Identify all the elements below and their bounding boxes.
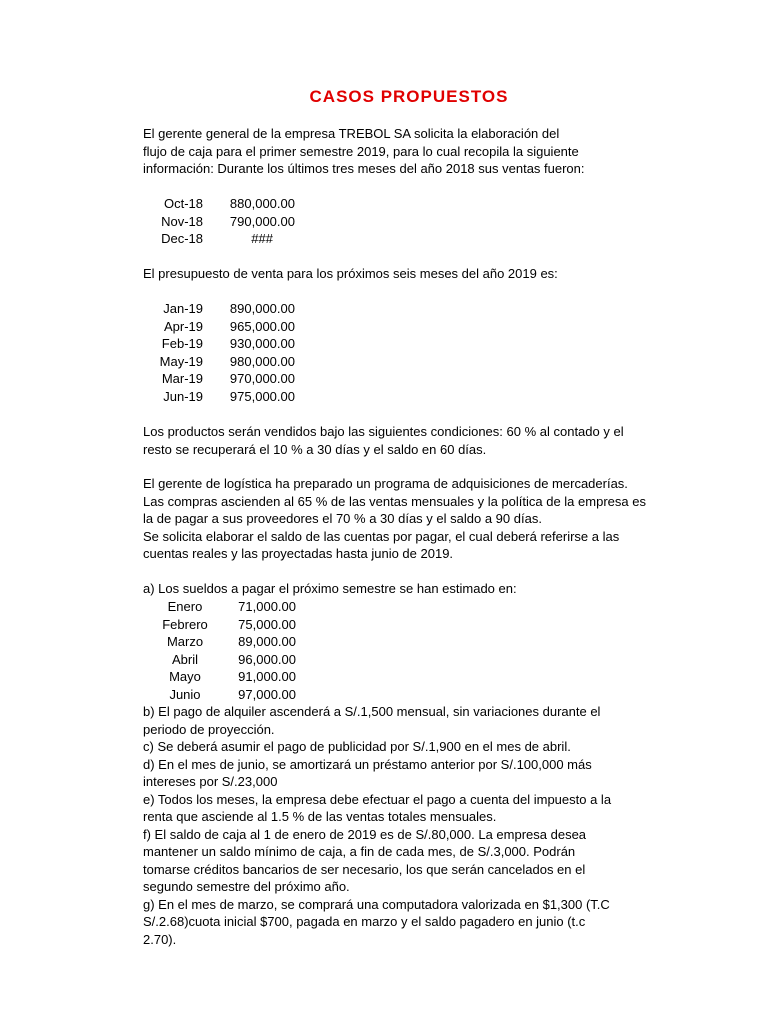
conditions-paragraph — [143, 423, 643, 458]
month-cell: Junio — [169, 686, 201, 702]
table-row — [150, 651, 296, 669]
table-row — [150, 353, 295, 371]
table-row — [150, 370, 295, 388]
item-line: segundo semestre del próximo año. — [143, 879, 350, 894]
logistics-line: Las compras ascienden al 65 % de las ventas mensuales y la política de la empresa es — [143, 493, 646, 509]
value-cell: 97,000.00 — [238, 686, 296, 702]
value-cell: 930,000.00 — [229, 336, 295, 351]
value-cell: 880,000.00 — [229, 196, 295, 211]
value-cell: 89,000.00 — [238, 634, 296, 649]
table-row — [150, 213, 295, 231]
conditions-line: Los productos serán vendidos bajo las siguientes condiciones: 60 % al contado y el — [143, 424, 624, 439]
month-cell: May-19 — [159, 353, 203, 369]
items-paragraph — [143, 703, 643, 948]
salaries-intro: a) Los sueldos a pagar el próximo semestre se han estimado en: — [143, 581, 517, 596]
intro-paragraph — [143, 125, 643, 178]
table-row — [150, 300, 295, 318]
value-cell: 965,000.00 — [229, 318, 295, 334]
month-cell: Feb-19 — [161, 336, 203, 351]
value-cell: 890,000.00 — [229, 301, 295, 316]
item-line: 2.70). — [143, 931, 177, 947]
month-cell: Enero — [167, 599, 203, 614]
month-cell: Abril — [171, 651, 198, 667]
month-cell: Jun-19 — [163, 388, 203, 404]
logistics-line: la de pagar a sus proveedores el 70 % a 30 días y el saldo a 90 días. — [143, 511, 542, 526]
item-line: S/.2.68)cuota inicial $700, pagada en marzo y el saldo pagadero en junio (t.c — [143, 914, 586, 929]
logistics-paragraph — [143, 475, 646, 563]
item-line: d) En el mes de junio, se amortizará un préstamo anterior por S/.100,000 más — [143, 756, 592, 772]
table-row — [150, 616, 296, 634]
item-line: g) En el mes de marzo, se comprará una computadora valorizada en $1,300 (T.C — [143, 896, 610, 912]
value-cell: 75,000.00 — [238, 616, 296, 632]
item-line: f) El saldo de caja al 1 de enero de 2019 es de S/.80,000. La empresa desea — [143, 826, 587, 842]
sales-2018-table — [150, 195, 295, 248]
month-cell: Oct-18 — [163, 196, 203, 211]
value-cell: 790,000.00 — [229, 213, 295, 229]
table-row — [150, 598, 296, 616]
item-line: mantener un saldo mínimo de caja, a fin de cada mes, de S/.3,000. Podrán — [143, 844, 576, 859]
month-cell: Apr-19 — [163, 318, 203, 334]
item-line: intereses por S/.23,000 — [143, 774, 278, 789]
page-title: CASOS PROPUESTOS — [309, 87, 509, 106]
logistics-line: Se solicita elaborar el saldo de las cuentas por pagar, el cual deberá referirse a las — [143, 528, 620, 544]
month-cell: Jan-19 — [163, 301, 203, 316]
month-cell: Nov-18 — [161, 213, 203, 229]
table-row — [150, 195, 295, 213]
logistics-line: El gerente de logística ha preparado un programa de adquisiciones de mercaderías. — [143, 476, 628, 491]
table-row — [150, 230, 295, 248]
item-line: renta que asciende al 1.5 % de las ventas totales mensuales. — [143, 809, 497, 824]
value-cell: 71,000.00 — [238, 599, 296, 614]
item-line: tomarse créditos bancarios de ser necesario, los que serán cancelados en el — [143, 861, 586, 877]
value-cell: ### — [251, 231, 273, 246]
item-line: e) Todos los meses, la empresa debe efectuar el pago a cuenta del impuesto a la — [143, 791, 612, 807]
month-cell: Dec-18 — [161, 231, 203, 246]
value-cell: 91,000.00 — [238, 669, 296, 684]
value-cell: 975,000.00 — [229, 388, 295, 404]
month-cell: Mayo — [169, 669, 201, 684]
item-line: b) El pago de alquiler ascenderá a S/.1,500 mensual, sin variaciones durante el — [143, 704, 601, 719]
table-row — [150, 318, 295, 336]
value-cell: 970,000.00 — [229, 371, 295, 386]
item-line: c) Se deberá asumir el pago de publicidad por S/.1,900 en el mes de abril. — [143, 739, 571, 754]
intro-line: información: Durante los últimos tres meses del año 2018 sus ventas fueron: — [143, 161, 585, 176]
month-cell: Mar-19 — [161, 371, 203, 386]
item-line: periodo de proyección. — [143, 721, 275, 737]
conditions-line: resto se recuperará el 10 % a 30 días y el saldo en 60 días. — [143, 441, 487, 457]
month-cell: Febrero — [162, 616, 208, 632]
value-cell: 96,000.00 — [238, 651, 296, 667]
table-row — [150, 668, 296, 686]
intro-line: flujo de caja para el primer semestre 2019, para lo cual recopila la siguiente — [143, 143, 579, 159]
table-row — [150, 388, 295, 406]
table-row — [150, 633, 296, 651]
sales-2019-table — [150, 300, 295, 405]
value-cell: 980,000.00 — [229, 353, 295, 369]
table-row — [150, 686, 296, 704]
intro-line: El gerente general de la empresa TREBOL SA solicita la elaboración del — [143, 126, 560, 141]
month-cell: Marzo — [166, 634, 204, 649]
table-row — [150, 335, 295, 353]
budget-intro: El presupuesto de venta para los próximos seis meses del año 2019 es: — [143, 266, 558, 281]
logistics-line: cuentas reales y las proyectadas hasta junio de 2019. — [143, 546, 454, 561]
salaries-table — [150, 598, 296, 703]
